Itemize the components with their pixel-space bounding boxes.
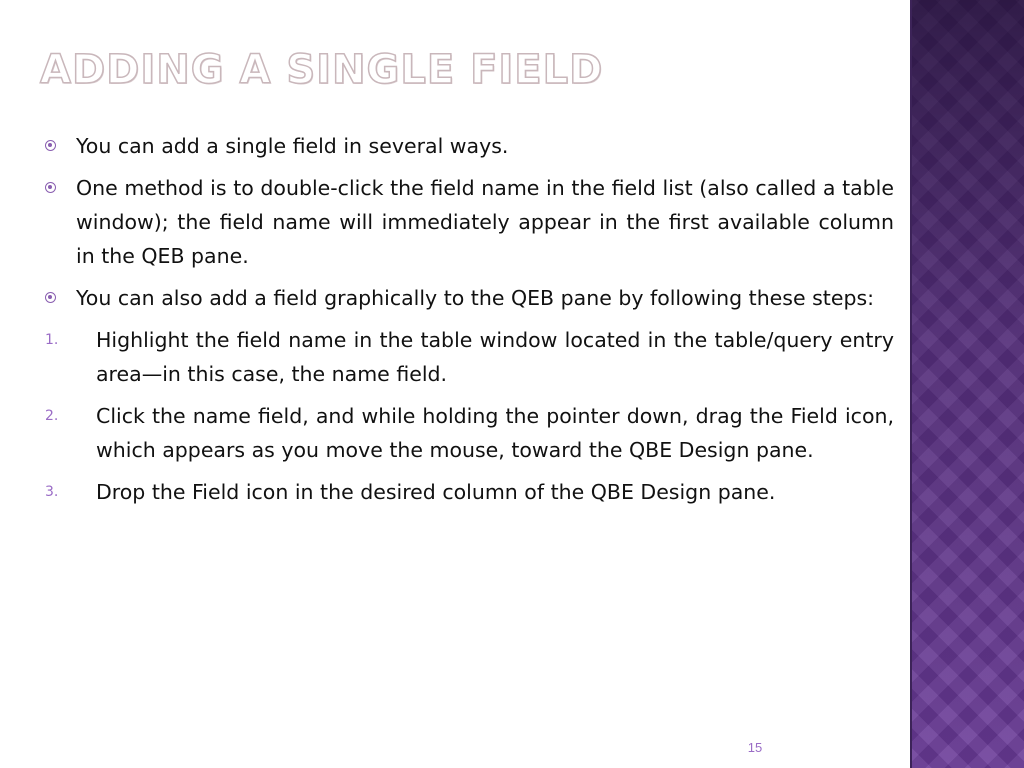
circle-bullet-icon — [45, 292, 56, 303]
step-text: Highlight the field name in the table window located in the table/query entry area—in this case, the name field. — [96, 328, 894, 386]
step-number: 2. — [45, 408, 59, 424]
bullet-text: One method is to double-click the field name in the field list (also called a table window); the field name will immediately appear in the first available column in the QEB pane. — [76, 176, 894, 268]
slide-body — [40, 129, 894, 517]
bullet-text: You can add a single field in several ways. — [76, 134, 509, 158]
circle-bullet-icon — [45, 140, 56, 151]
step-text: Click the name field, and while holding the pointer down, drag the Field icon, which appears as you move the mouse, toward the QBE Design pane. — [96, 404, 894, 462]
bullet-item — [40, 281, 894, 315]
circle-bullet-icon — [45, 182, 56, 193]
bullet-item — [40, 129, 894, 163]
numbered-step — [40, 323, 894, 391]
bullet-text: You can also add a field graphically to the QEB pane by following these steps: — [76, 286, 875, 310]
decorative-side-panel — [912, 0, 1024, 768]
page-number: 15 — [747, 740, 763, 755]
bullet-item — [40, 171, 894, 273]
step-number: 1. — [45, 332, 59, 348]
numbered-step — [40, 475, 894, 509]
step-number: 3. — [45, 484, 59, 500]
numbered-step — [40, 399, 894, 467]
step-text: Drop the Field icon in the desired column of the QBE Design pane. — [96, 480, 776, 504]
slide-title: ADDING A SINGLE FIELD — [40, 47, 604, 93]
